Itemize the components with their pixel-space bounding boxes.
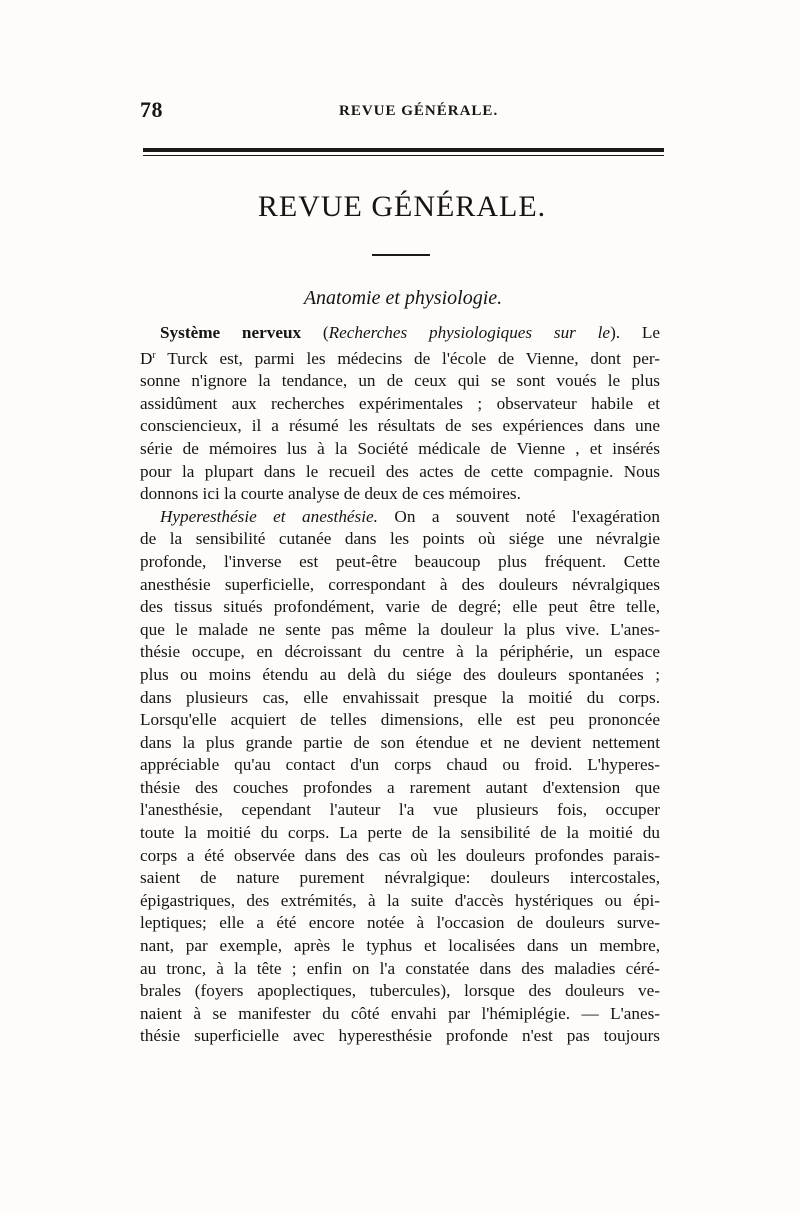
text-run: des tissus situés profondément, varie de degré; elle peut être telle, bbox=[140, 597, 660, 617]
paragraph-heading: Système nerveux bbox=[160, 323, 302, 342]
text-line bbox=[140, 890, 660, 913]
text-run: de la sensibilité cutanée dans les points où siége une névralgie bbox=[140, 529, 660, 549]
text-line bbox=[140, 415, 660, 438]
text-line bbox=[140, 664, 660, 687]
text-run: naient à se manifester du côté envahi par l'hémiplégie. — L'anes- bbox=[140, 1003, 660, 1023]
text-run: profonde, l'inverse est peut-être beaucoup plus fréquent. Cette bbox=[140, 551, 660, 571]
running-head bbox=[0, 97, 800, 127]
text-run: épigastriques, des extrémités, à la suite d'accès hystériques ou épi- bbox=[140, 890, 660, 910]
text-run: sonne n'ignore la tendance, un de ceux qui se sont voués le plus bbox=[140, 371, 660, 391]
text-run: assidûment aux recherches expérimentales ; observateur habile et bbox=[140, 393, 660, 413]
body-text bbox=[140, 322, 660, 1092]
text-line bbox=[140, 596, 660, 619]
italic-text: Recherches physiologiques sur le bbox=[328, 323, 611, 342]
text-line bbox=[140, 393, 660, 416]
text-line bbox=[140, 709, 660, 732]
text-run: que le malade ne sente pas même la douleur la plus vive. L'anes- bbox=[140, 619, 660, 639]
text-run: appréciable qu'au contact d'un corps chaud ou froid. L'hyperes- bbox=[140, 755, 660, 775]
text-run: D bbox=[140, 348, 153, 368]
text-run: consciencieux, il a résumé les résultats de ses expériences dans une bbox=[140, 416, 660, 436]
text-run: thésie occupe, en décroissant du centre à la périphérie, un espace bbox=[140, 642, 660, 662]
text-run: r bbox=[152, 349, 156, 361]
text-run: Turck est, parmi les médecins de l'école de Vienne, dont per- bbox=[155, 348, 660, 368]
text-line bbox=[140, 345, 660, 371]
text-line bbox=[140, 799, 660, 822]
text-run: thésie superficielle avec hyperesthésie profonde n'est pas toujours bbox=[140, 1026, 660, 1046]
text-run: l'anesthésie, cependant l'auteur l'a vue plusieurs fois, occuper bbox=[140, 800, 660, 820]
text-run: anesthésie superficielle, correspondant à des douleurs névralgiques bbox=[140, 574, 660, 594]
section-title: REVUE GÉNÉRALE. bbox=[257, 190, 547, 223]
text-line bbox=[140, 641, 660, 664]
text-run: série de mémoires lus à la Société médicale de Vienne , et insérés bbox=[140, 438, 660, 458]
text-line bbox=[140, 935, 660, 958]
text-run: dans la plus grande partie de son étendue et ne devient nettement bbox=[140, 732, 660, 752]
text-line bbox=[140, 958, 660, 981]
page-number: 78 bbox=[140, 97, 163, 122]
title-separator-rule bbox=[372, 254, 430, 256]
text-run: corps a été observée dans des cas où les douleurs profondes parais- bbox=[140, 845, 660, 865]
text-line bbox=[140, 687, 660, 710]
text-line bbox=[140, 438, 660, 461]
text-line bbox=[140, 483, 660, 506]
text-line bbox=[140, 574, 660, 597]
text-line bbox=[140, 732, 660, 755]
text-run: dans plusieurs cas, elle envahissait presque la moitié du corps. bbox=[140, 687, 660, 707]
text-run: pour la plupart dans le recueil des actes de cette compagnie. Nous bbox=[140, 461, 660, 481]
text-line bbox=[140, 619, 660, 642]
text-run: brales (foyers apoplectiques, tubercules), lorsque des douleurs ve- bbox=[140, 981, 660, 1001]
text-run: plus ou moins étendu au delà du siége des douleurs spontanées ; bbox=[140, 664, 660, 684]
text-run: nant, par exemple, après le typhus et localisées dans un membre, bbox=[140, 936, 660, 956]
text-run: toute la moitié du corps. La perte de la sensibilité de la moitié du bbox=[140, 823, 660, 843]
text-run: thésie des couches profondes a rarement autant d'extension que bbox=[140, 777, 660, 797]
text-run: saient de nature purement névralgique: douleurs intercostales, bbox=[140, 868, 660, 888]
text-line bbox=[140, 980, 660, 1003]
subsection-title: Anatomie et physiologie. bbox=[303, 287, 503, 309]
text-run: leptiques; elle a été encore notée à l'occasion de douleurs surve- bbox=[140, 913, 660, 933]
header-rule-thin bbox=[143, 155, 664, 156]
text-run: On a souvent noté l'exagération bbox=[377, 506, 660, 526]
text-run: ( bbox=[301, 323, 329, 342]
text-line bbox=[140, 370, 660, 393]
text-line bbox=[140, 867, 660, 890]
text-line bbox=[140, 506, 660, 529]
text-line bbox=[140, 1003, 660, 1026]
text-run: ). Le bbox=[610, 323, 660, 342]
text-line bbox=[140, 822, 660, 845]
text-line bbox=[140, 322, 660, 345]
text-line bbox=[140, 1025, 660, 1048]
text-line bbox=[140, 528, 660, 551]
text-line bbox=[140, 845, 660, 868]
text-run: Lorsqu'elle acquiert de telles dimensions, elle est peu prononcée bbox=[140, 710, 660, 730]
text-run: donnons ici la courte analyse de deux de ces mémoires. bbox=[140, 484, 521, 504]
text-line bbox=[140, 912, 660, 935]
text-line bbox=[140, 754, 660, 777]
header-rule-thick bbox=[143, 148, 664, 152]
text-run: au tronc, à la tête ; enfin on l'a constatée dans des maladies céré- bbox=[140, 958, 660, 978]
text-line bbox=[140, 551, 660, 574]
italic-text: Hyperesthésie et anesthésie. bbox=[160, 506, 378, 526]
running-title: REVUE GÉNÉRALE. bbox=[339, 103, 499, 119]
text-line bbox=[140, 461, 660, 484]
text-line bbox=[140, 777, 660, 800]
